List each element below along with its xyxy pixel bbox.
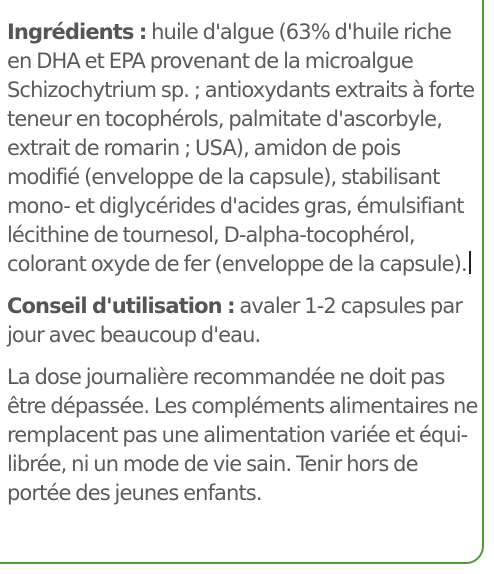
text-line: Schizochytrium sp. ; antioxydants extraits à forte bbox=[7, 78, 475, 102]
ingredients-last-line: colorant oxyde de fer (enveloppe de la capsule). bbox=[7, 252, 467, 276]
text-line: jour avec beaucoup d'eau. bbox=[7, 323, 261, 347]
text-line bbox=[7, 250, 483, 279]
text-line: extrait de romarin ; USA), amidon de pois bbox=[7, 136, 401, 160]
usage-text: avaler 1-2 capsules par bbox=[234, 294, 463, 318]
label-text bbox=[7, 18, 483, 521]
text-line: être dépassée. Les compléments alimentaires ne bbox=[7, 394, 478, 418]
usage-section bbox=[7, 292, 483, 350]
ingredients-text: huile d'algue (63% d'huile riche bbox=[146, 20, 452, 44]
text-line: librée, ni un mode de vie sain. Tenir hors de bbox=[7, 452, 418, 476]
text-line: mono- et diglycérides d'acides gras, émulsifiant bbox=[7, 194, 464, 218]
text-line bbox=[7, 18, 483, 47]
text-line: en DHA et EPA provenant de la microalgue bbox=[7, 49, 413, 73]
text-line: lécithine de tournesol, D-alpha-tocophérol, bbox=[7, 223, 415, 247]
usage-heading: Conseil d'utilisation : bbox=[7, 294, 235, 318]
warning-section bbox=[7, 363, 483, 508]
text-line: portée des jeunes enfants. bbox=[7, 481, 262, 505]
ingredients-section bbox=[7, 18, 483, 279]
text-line: La dose journalière recommandée ne doit pas bbox=[7, 365, 445, 389]
text-line bbox=[7, 292, 483, 321]
text-line: modifié (enveloppe de la capsule), stabilisant bbox=[7, 165, 440, 189]
text-cursor bbox=[469, 251, 471, 274]
text-line: remplacent pas une alimentation variée et équi- bbox=[7, 423, 468, 447]
text-line: teneur en tocophérols, palmitate d'ascorbyle, bbox=[7, 107, 442, 131]
ingredients-heading: Ingrédients : bbox=[7, 20, 147, 44]
